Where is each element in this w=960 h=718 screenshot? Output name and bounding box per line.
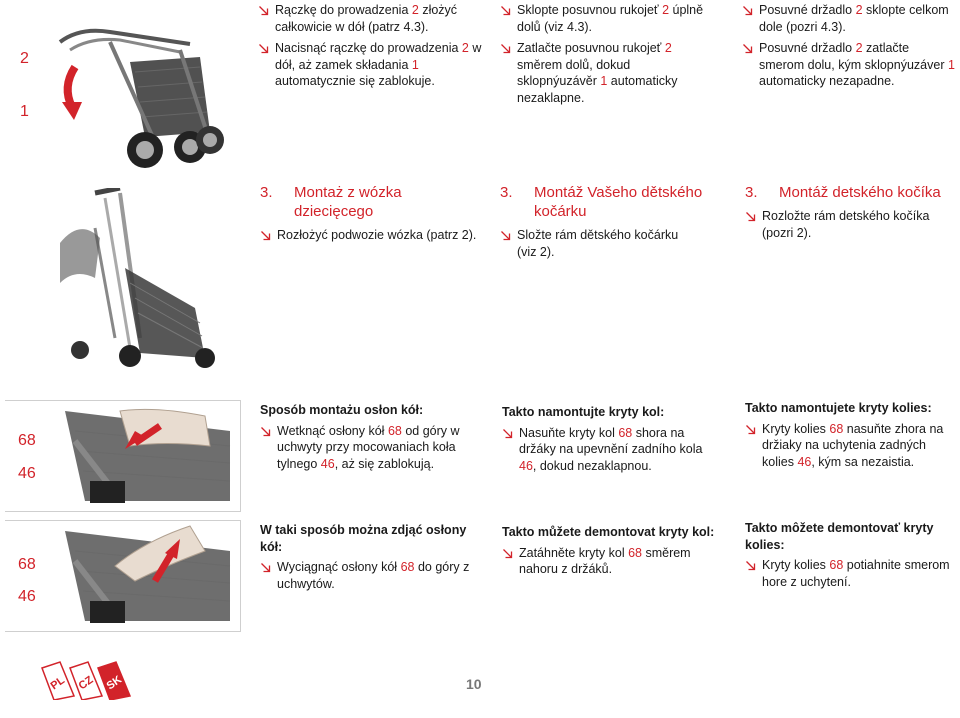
list-item: Kryty kolies 68 nasuňte zhora na držiaky na uchytenia zadných kolies 46, kým sa nezaistia. bbox=[745, 421, 957, 471]
language-tabs bbox=[40, 660, 150, 700]
arrow-icon bbox=[500, 229, 512, 241]
language-tab-sk bbox=[98, 662, 130, 700]
list-item: Nacisnąć rączkę do prowadzenia 2 w dół, aż zamek składania 1 automatycznie się zablokuje. bbox=[258, 40, 483, 90]
list-item: Rączkę do prowadzenia 2 złożyć całkowicie w dół (patrz 4.3). bbox=[258, 2, 483, 35]
list-item: Sklopte posuvnou rukojeť 2 úplně dolů (viz 4.3). bbox=[500, 2, 710, 35]
list-item: Zatáhněte kryty kol 68 směrem nahoru z držáků. bbox=[502, 545, 717, 578]
list-item: Rozłożyć podwozie wózka (patrz 2). bbox=[260, 227, 485, 244]
arrow-icon bbox=[502, 547, 514, 559]
pl-assembly-section bbox=[260, 183, 485, 244]
section-heading: 3. Montáž Vašeho dětského kočárku bbox=[500, 184, 703, 220]
instruction-title: Sposób montażu osłon kół: bbox=[260, 403, 424, 417]
sk-remove-instructions bbox=[745, 520, 950, 590]
marker-1: 1 bbox=[20, 103, 29, 120]
page-number: 10 bbox=[466, 676, 482, 692]
sk-assembly-section bbox=[745, 183, 957, 241]
list-item: Posuvné držadlo 2 zatlačte smerom dolu, kým sklopnýuzáver 1 automaticky nezapadne. bbox=[742, 40, 957, 90]
pl-remove-instructions bbox=[260, 522, 470, 592]
list-item: Zatlačte posuvnou rukojeť 2 směrem dolů, dokud sklopnýuzávěr 1 automaticky nezaklapne. bbox=[500, 40, 710, 106]
list-item: Rozložte rám detského kočíka (pozri 2). bbox=[745, 208, 952, 241]
marker-68: 68 bbox=[18, 556, 36, 573]
arrow-icon bbox=[745, 559, 757, 571]
cz-remove-instructions bbox=[502, 524, 717, 578]
wheel-cover-removal-illustration bbox=[5, 520, 241, 632]
arrow-icon bbox=[500, 4, 512, 16]
section-heading: 3. Montáž detského kočíka bbox=[745, 184, 941, 201]
section-heading: 3. Montaż z wózka dziecięcego bbox=[260, 184, 402, 220]
pl-mount-instructions bbox=[260, 402, 485, 472]
marker-46: 46 bbox=[18, 465, 36, 482]
instruction-title: Takto namontujte kryty kol: bbox=[502, 405, 665, 419]
arrow-icon bbox=[260, 229, 272, 241]
wheel-cover-mount-illustration bbox=[5, 400, 241, 512]
arrow-icon bbox=[258, 4, 270, 16]
stroller-fold-illustration bbox=[50, 2, 230, 172]
list-item: Wyciągnąć osłony kół 68 do góry z uchwytów. bbox=[260, 559, 470, 592]
instruction-title: Takto namontujete kryty kolies: bbox=[745, 401, 932, 415]
list-item: Složte rám dětského kočárku (viz 2). bbox=[500, 227, 697, 260]
cz-fold-instructions bbox=[500, 2, 710, 106]
list-item: Nasuňte kryty kol 68 shora na držáky na upevnění zadního kola 46, dokud nezaklapnou. bbox=[502, 425, 717, 475]
sk-fold-instructions bbox=[742, 2, 957, 90]
language-tab-cz-label: CZ bbox=[76, 674, 96, 693]
language-tab-sk-label: SK bbox=[104, 673, 124, 693]
arrow-icon bbox=[502, 427, 514, 439]
pl-fold-instructions bbox=[258, 2, 483, 90]
arrow-icon bbox=[742, 4, 754, 16]
arrow-icon bbox=[745, 423, 757, 435]
instruction-title: Takto môžete demontovať kryty kolies: bbox=[745, 521, 934, 552]
marker-46: 46 bbox=[18, 588, 36, 605]
stroller-frame-illustration bbox=[20, 188, 220, 370]
sk-mount-instructions bbox=[745, 400, 957, 470]
arrow-icon bbox=[742, 42, 754, 54]
marker-2: 2 bbox=[20, 50, 29, 67]
arrow-icon bbox=[745, 210, 757, 222]
arrow-icon bbox=[260, 425, 272, 437]
language-tab-pl-label: PL bbox=[48, 674, 67, 693]
arrow-icon bbox=[260, 561, 272, 573]
cz-mount-instructions bbox=[502, 404, 717, 474]
list-item: Posuvné držadlo 2 sklopte celkom dole (pozri 4.3). bbox=[742, 2, 957, 35]
arrow-icon bbox=[500, 42, 512, 54]
cz-assembly-section bbox=[500, 183, 725, 260]
instruction-title: Takto můžete demontovat kryty kol: bbox=[502, 525, 715, 539]
instruction-title: W taki sposób można zdjąć osłony kół: bbox=[260, 523, 467, 554]
marker-68: 68 bbox=[18, 432, 36, 449]
arrow-icon bbox=[258, 42, 270, 54]
list-item: Kryty kolies 68 potiahnite smerom hore z uchytení. bbox=[745, 557, 950, 590]
list-item: Wetknąć osłony kół 68 od góry w uchwyty przy mocowaniach koła tylnego 46, aż się zablokują. bbox=[260, 423, 485, 473]
